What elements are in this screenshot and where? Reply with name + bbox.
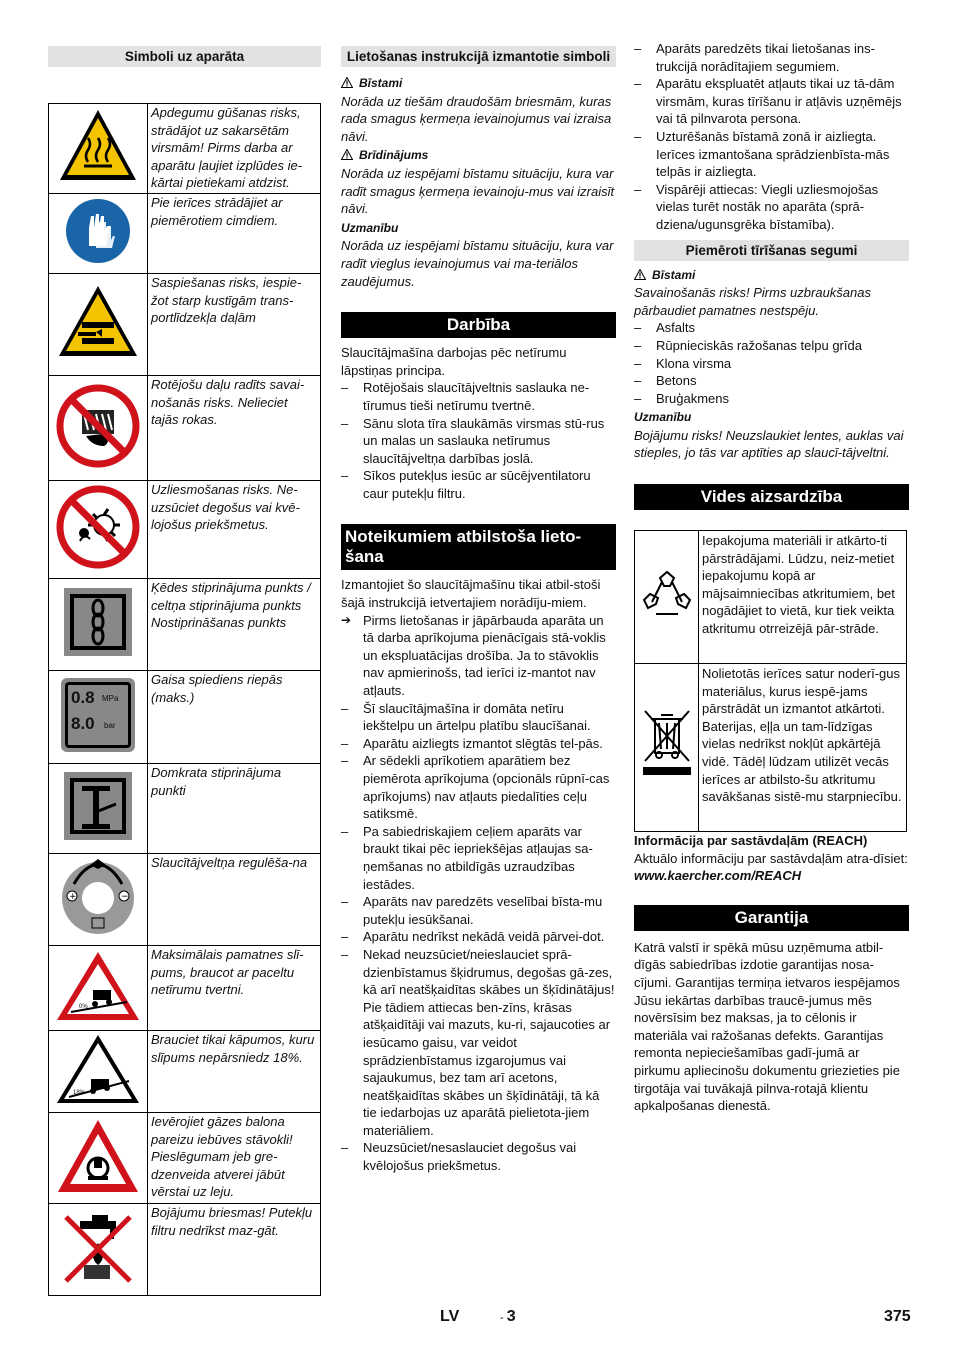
crush-hazard-icon xyxy=(56,349,140,366)
list-item: – Pa sabiedriskajiem ceļiem aparāts var braukt tikai pēc iepriekšējas atļaujas sa-ņemšanas no atbildīgās uzraudzības iestādes. xyxy=(341,823,616,893)
tire-mpa-value: 0.8 xyxy=(71,687,95,707)
reach-title: Informācija par sastāvdaļām (REACH) xyxy=(634,833,868,849)
symbol-row xyxy=(49,579,321,671)
environment-text: Nolietotās ierīces satur noderī-gus materiālus, kurus iespē-jams pārstrādāt un izmantot atkārtoti. Baterijas, eļļa un tam-līdzīgas vielas nedrīkst nokļūt apkārtējā vidē. Tādēļ lūdzam utilizēt vecās ierīces ar atbilsto-šu atkritumu savākšanas sistē-mu starpniecību. xyxy=(699,664,907,832)
symbol-description: Apdegumu gūšanas risks, strādājot uz sakarsētām virsmām! Pirms darba ar aparātu ļaujiet izplūdes ie-kārtai pietiekami atdzist. xyxy=(148,104,321,194)
symbol-row xyxy=(49,1113,321,1204)
warning-text: Norāda uz iespējami bīstamu situāciju, kura var radīt smagus ķermeņa ievainoju-mus vai izraisīt nāvi. xyxy=(341,165,615,217)
no-burning-objects-icon xyxy=(56,556,140,573)
tire-pressure-icon xyxy=(61,678,135,752)
list-item: – Vispārēji attiecas: Viegli uzliesmojošas vielas turēt nostāk no aparāta (sprā-dziena/ugunsgrēka bīstamība). xyxy=(634,181,909,234)
intended-use-list xyxy=(341,612,616,1175)
list-item: – Rotējošais slaucītājveltnis saslauka ne-tīrumus tieši netīrumu tvertnē. xyxy=(341,379,616,414)
list-item: – Asfalts xyxy=(634,319,909,337)
surfaces-caution-label: Uzmanību xyxy=(634,410,692,425)
section-header-symbols-on-device: Simboli uz aparāta xyxy=(48,46,321,67)
symbol-description: Rotējošu daļu radīts savai-nošanās risks. Nelieciet tajās rokas. xyxy=(148,376,321,481)
list-item: – Aparātu ekspluatēt atļauts tikai uz tā-dām virsmām, kuras tīrīšanu ir atļāvis uzņēmējs vai tā pilnvarota persona. xyxy=(634,75,909,128)
warning-label: Brīdinājums xyxy=(341,147,616,165)
list-item: – Ar sēdekli aprīkotiem aparātiem bez piemērota aprīkojuma (opcionāls rūpnī-cas aprīkojums) nav atļauts piedalīties ceļu satiksmē. xyxy=(341,752,616,822)
max-slope-icon xyxy=(55,950,141,1022)
danger-text: Norāda uz tiešām draudošām briesmām, kuras rada smagus ķermeņa ievainojumus vai izraisa nāvi. xyxy=(341,93,612,144)
surfaces-list xyxy=(634,319,909,407)
section-header-warranty: Garantija xyxy=(634,905,909,931)
no-dust-inhalation-icon xyxy=(58,1274,138,1291)
symbols-table xyxy=(48,103,321,1296)
symbol-row xyxy=(49,104,321,194)
symbols-on-device-column xyxy=(48,46,321,1296)
chain-attachment-icon xyxy=(62,645,134,662)
tire-bar-value: 8.0 xyxy=(71,713,95,733)
list-item-arrow: ➔ Pirms lietošanas ir jāpārbauda aparāta un tā darba aprīkojuma pienācīgais stā-voklis un ekspluatācijas drošība. Ja to stāvoklis nav apmierinošs, tad ierīci iz-mantot nav atļauts. xyxy=(341,612,616,700)
operation-intro: Slaucītājmašīna darbojas pēc netīrumu lāpstiņas principa. xyxy=(341,345,567,378)
list-item: – Uzturēšanās bīstamā zonā ir aizliegta. Ierīces izmantošana sprādzienbīsta-mās telpās ir aizliegta. xyxy=(634,128,909,181)
symbol-row xyxy=(49,376,321,481)
symbol-row xyxy=(49,194,321,274)
symbol-description: Saspiešanas risks, iespie-žot starp kustīgām trans-portlīdzekļa daļām xyxy=(148,274,321,376)
reverse-slope-icon xyxy=(55,1033,141,1105)
wear-gloves-icon xyxy=(65,251,131,268)
no-hands-rotating-parts-icon xyxy=(56,455,140,472)
instruction-symbols-column xyxy=(341,46,616,1175)
list-item: – Klona virsma xyxy=(634,355,909,373)
svg-text:+: + xyxy=(69,892,77,902)
list-item: – Šī slaucītājmašīna ir domāta netīru iekštelpu un ārtelpu platību slaucīšanai. xyxy=(341,700,616,735)
surfaces-danger-text: Savainošanās risks! Pirms uzbraukšanas pārbaudiet pamatnes nestspēju. xyxy=(634,285,871,318)
svg-text:−: − xyxy=(121,892,129,902)
caution-text: Norāda uz iespējami bīstamu situāciju, kura var radīt vieglus ievainojumus vai ma-teriālos zaudējumus. xyxy=(341,238,614,289)
symbol-description: Pie ierīces strādājiet ar piemērotiem cimdiem. xyxy=(148,194,321,274)
intended-use-list-continued xyxy=(634,40,909,234)
intended-intro: Izmantojiet šo slaucītājmašīnu tikai atbil-stoši šajā instrukcijā ietvertajiem norādīju-miem. xyxy=(341,577,601,611)
list-item: – Aparātu aizliegts izmantot slēgtās tel-pās. xyxy=(341,735,616,753)
page-footer xyxy=(0,1308,954,1328)
local-page-number: ‑ 3 xyxy=(500,1308,516,1325)
symbol-description: Slaucītājveltņa regulēša-na xyxy=(148,854,321,946)
environment-text: Iepakojuma materiāli ir atkārto-ti pārstrādājami. Lūdzu, neiz-metiet iepakojumu kopā ar mājsaimniecības atkritumiem, bet nogādājiet to vietā, kur tiek veikta atkritumu otrreizējā pār-strāde. xyxy=(699,531,907,664)
slope-label: 18% xyxy=(73,1090,86,1096)
slope-label: 0% xyxy=(79,1003,88,1010)
list-item: – Bruģakmens xyxy=(634,390,909,408)
reach-text: Aktuālo informāciju par sastāvdaļām atra-dīsiet: xyxy=(634,850,908,866)
list-item: – Aparāts nav paredzēts veselībai bīsta-mu putekļu iesūkšanai. xyxy=(341,893,616,928)
reach-link[interactable]: www.kaercher.com/REACH xyxy=(634,868,802,884)
environment-row xyxy=(635,664,907,832)
sweeper-adjustment-icon xyxy=(60,892,136,942)
language-code: LV xyxy=(440,1308,460,1325)
symbol-row xyxy=(49,481,321,579)
list-item: – Sānu slota tīra slaukāmās virsmas stū-rus un malas un saslauka netīrumus slaucītājveltņa darbības joslā. xyxy=(341,415,616,468)
environment-row xyxy=(635,531,907,664)
symbol-row xyxy=(49,274,321,376)
symbol-row xyxy=(49,764,321,854)
caution-label: Uzmanību xyxy=(341,220,399,235)
warning-triangle-icon xyxy=(341,149,353,160)
symbol-description: Brauciet tikai kāpumos, kuru slīpums nepārsniedz 18%. xyxy=(148,1031,321,1113)
list-item: – Neuzsūciet/nesaslauciet degošus vai kvēlojošus priekšmetus. xyxy=(341,1139,616,1174)
gas-cylinder-icon xyxy=(56,1181,140,1198)
right-column xyxy=(634,40,909,1115)
symbol-description: Uzliesmošanas risks. Ne-uzsūciet degošus vai kvē-lojošus priekšmetus. xyxy=(148,481,321,579)
section-header-operation: Darbība xyxy=(341,312,616,338)
jack-point-icon xyxy=(62,829,134,846)
symbol-row xyxy=(49,1031,321,1113)
symbol-description: Gaisa spiediens riepās (maks.) xyxy=(148,671,321,764)
section-header-environment: Vides aizsardzība xyxy=(634,484,909,510)
section-header-instruction-symbols: Lietošanas instrukcijā izmantotie simboli xyxy=(341,46,616,67)
surfaces-danger-label: Bīstami xyxy=(634,267,909,285)
tire-bar-unit: bar xyxy=(104,720,116,730)
list-item: – Sīkos putekļus iesūc ar sūcējventilatoru caur putekļu filtru. xyxy=(341,467,616,502)
list-item: – Betons xyxy=(634,372,909,390)
operation-list xyxy=(341,379,616,502)
list-item: – Aparāts paredzēts tikai lietošanas ins-trukcijā norādītajiem segumiem. xyxy=(634,40,909,75)
symbol-description: Domkrata stiprinājuma punkti xyxy=(148,764,321,854)
warranty-text: Katrā valstī ir spēkā mūsu uzņēmuma atbil-dīgās sabiedrības izdotie garantijas nosa-cījumi. Garantijas termiņa ietvaros iespējamos Jūsu iekārtas darbības traucē-jumus mēs novērsīsim bez maksas, ja to cēlonis ir materiāla vai ražošanas defekts. Garantijas remonta nepieciešamības gadī-jumā ar pirkumu apliecinošu dokumentu griezieties pie tirgotāja vai tuvākajā pilnva-rotajā klientu apkalpošanas dienestā. xyxy=(634,939,900,1114)
hot-surface-warning-icon xyxy=(56,175,140,192)
surfaces-caution-text: Bojājumu risks! Neuzslaukiet lentes, auklas vai stieples, jo tās var aptīties ap slaucī-tājveltni. xyxy=(634,427,904,461)
warning-triangle-icon xyxy=(341,77,353,88)
danger-label: Bīstami xyxy=(341,75,616,93)
list-item: – Nekad neuzsūciet/neieslauciet sprā-dzienbīstamus šķidrumus, degošas gā-zes, kā arī neatšķaidītas skābes un šķīdinātājus! Pie tādiem attiecas ben-zīns, krāsas atšķaidītāji vai mazuts, ku-ri, sajaucoties ar iesūcamo gaisu, var veidot sprādzienbīstamus izgarojumus vai sajaukumus, bez tam arī acetons, neatšķaidītas skābes un šķīdinātāji, tā kā tie iedarbojas uz aparātā pielietota-jiem materiāliem. xyxy=(341,946,616,1140)
symbol-row xyxy=(49,1204,321,1296)
symbol-description: Bojājumu briesmas! Putekļu filtru nedrīkst maz-gāt. xyxy=(148,1204,321,1296)
symbol-row xyxy=(49,946,321,1031)
environment-table xyxy=(634,530,907,832)
page-number: 375 xyxy=(884,1308,911,1325)
section-header-intended-use: Noteikumiem atbilstoša lieto-šana xyxy=(341,524,616,570)
tire-mpa-unit: MPa xyxy=(102,693,119,703)
crossed-bin-icon xyxy=(641,772,693,789)
warning-triangle-icon xyxy=(634,269,646,280)
list-item: – Aparātu nedrīkst nekādā veidā pārvei-dot. xyxy=(341,928,616,946)
recycle-icon xyxy=(640,609,694,626)
symbol-row xyxy=(49,854,321,946)
section-header-suitable-surfaces: Piemēroti tīrīšanas segumi xyxy=(634,240,909,261)
symbol-description: Ķēdes stiprinājuma punkts / celtņa stiprinājuma punkts Nostiprināšanas punkts xyxy=(148,579,321,671)
symbol-description: Maksimālais pamatnes slī-pums, braucot ar paceltu netīrumu tvertni. xyxy=(148,946,321,1031)
symbol-description: Ievērojiet gāzes balona pareizu iebūves stāvokli! Pieslēgumam jeb gre-dzenveida atverei jābūt vērstai uz leju. xyxy=(148,1113,321,1204)
list-item: – Rūpnieciskās ražošanas telpu grīda xyxy=(634,337,909,355)
symbol-row xyxy=(49,671,321,764)
